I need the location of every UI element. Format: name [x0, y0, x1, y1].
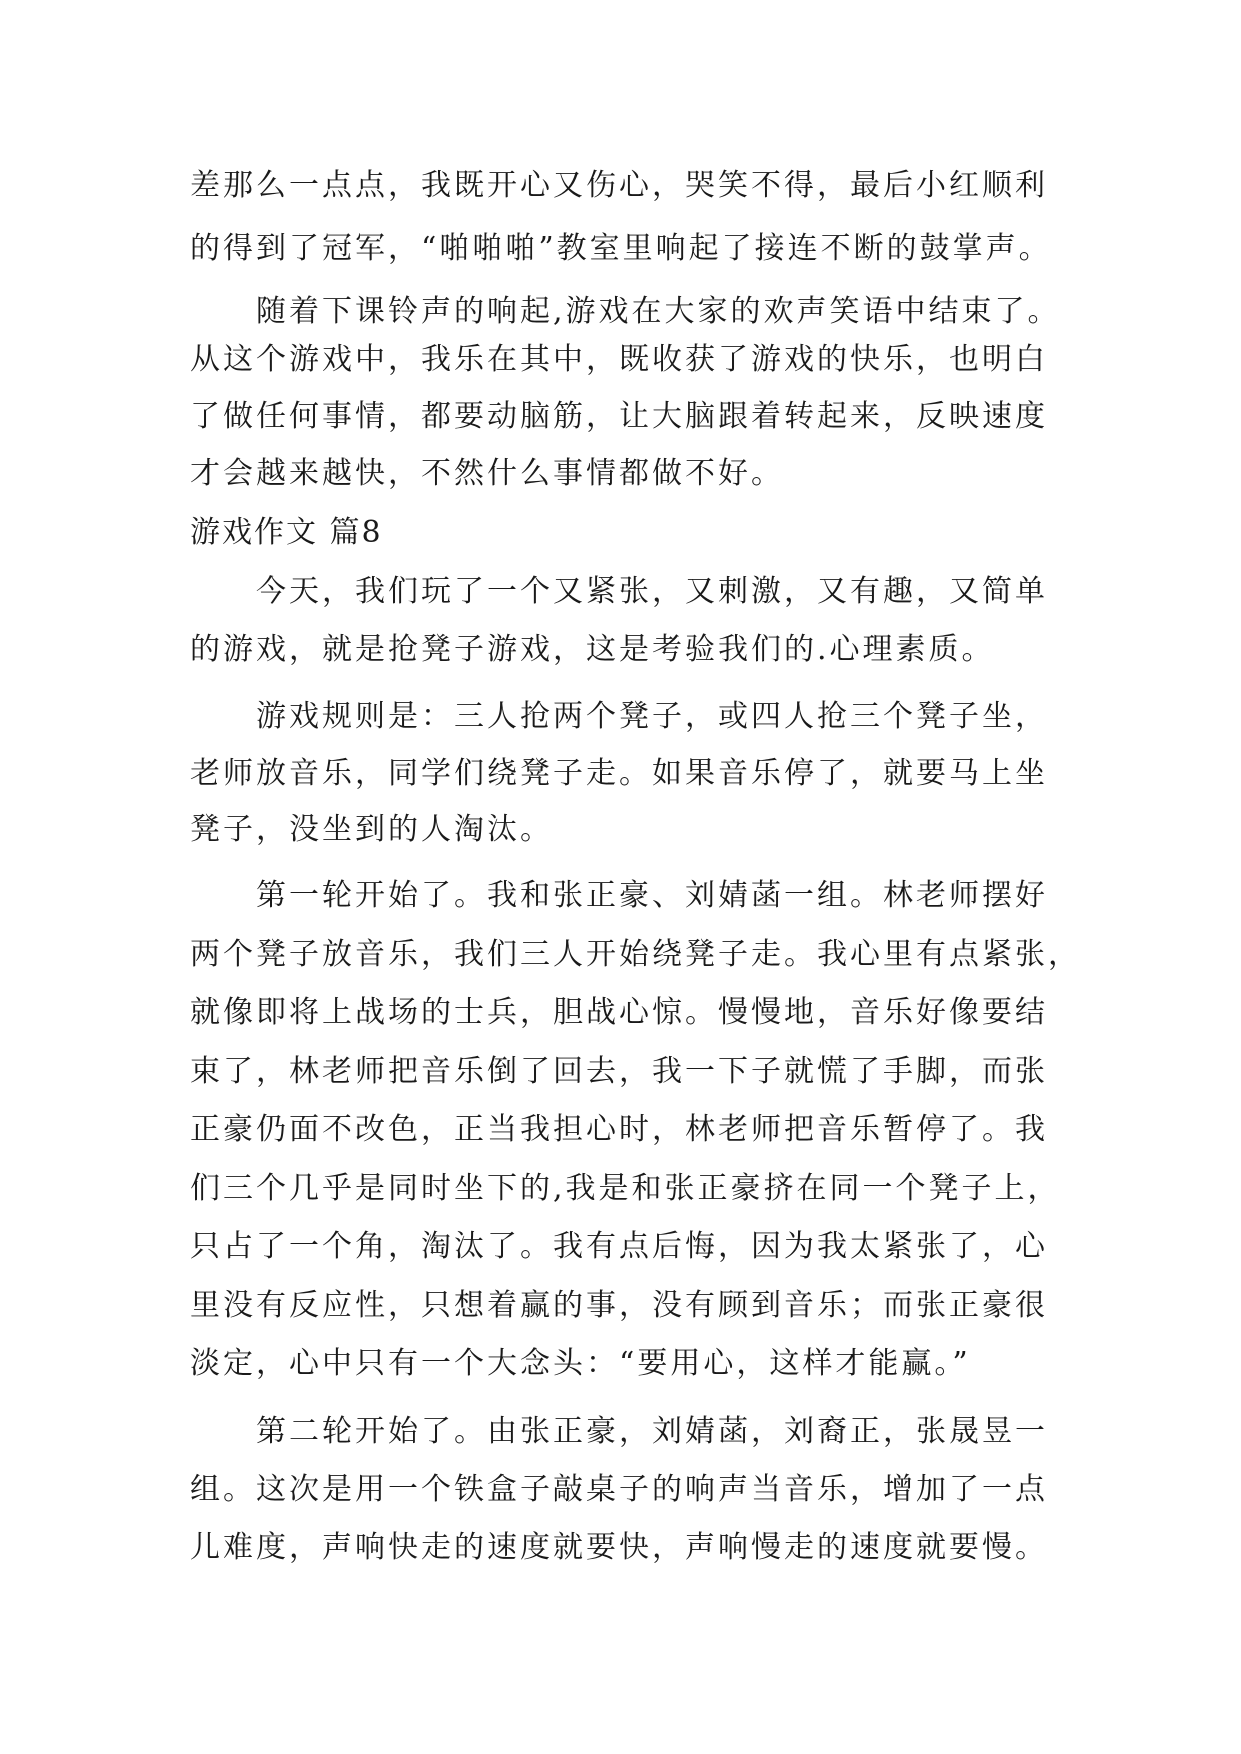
text-line: 正豪仍面不改色，正当我担心时，林老师把音乐暂停了。我: [190, 1112, 1048, 1147]
text-line: 老师放音乐，同学们绕凳子走。如果音乐停了，就要马上坐: [190, 756, 1048, 791]
text-line: 儿难度，声响快走的速度就要快，声响慢走的速度就要慢。: [190, 1530, 1048, 1565]
section-heading: 游戏作文 篇8: [190, 515, 383, 550]
paragraph-start-line: 第一轮开始了。我和张正豪、刘婧菡一组。林老师摆好: [256, 878, 1048, 913]
paragraph-start-line: 第二轮开始了。由张正豪，刘婧菡，刘裔正，张晟昱一: [256, 1414, 1048, 1449]
text-line: 的游戏，就是抢凳子游戏，这是考验我们的.心理素质。: [190, 632, 995, 667]
text-line: 里没有反应性，只想着赢的事，没有顾到音乐；而张正豪很: [190, 1288, 1048, 1323]
text-line: 只占了一个角，淘汰了。我有点后悔，因为我太紧张了，心: [190, 1229, 1048, 1264]
paragraph-start-line: 随着下课铃声的响起,游戏在大家的欢声笑语中结束了。: [256, 294, 1061, 329]
paragraph-start-line: 今天，我们玩了一个又紧张，又刺激，又有趣，又简单: [256, 574, 1048, 609]
text-line: 就像即将上战场的士兵，胆战心惊。慢慢地，音乐好像要结: [190, 995, 1048, 1030]
text-line: 的得到了冠军，“啪啪啪”教室里响起了接连不断的鼓掌声。: [190, 231, 1052, 266]
paragraph-start-line: 游戏规则是：三人抢两个凳子，或四人抢三个凳子坐，: [256, 699, 1048, 734]
text-line: 淡定，心中只有一个大念头：“要用心，这样才能赢。”: [190, 1346, 971, 1381]
text-line: 才会越来越快，不然什么事情都做不好。: [190, 456, 784, 491]
text-line: 凳子，没坐到的人淘汰。: [190, 812, 553, 847]
text-line: 两个凳子放音乐，我们三人开始绕凳子走。我心里有点紧张，: [190, 937, 1081, 972]
text-line: 从这个游戏中，我乐在其中，既收获了游戏的快乐，也明白: [190, 342, 1048, 377]
text-line: 组。这次是用一个铁盒子敲桌子的响声当音乐，增加了一点: [190, 1472, 1048, 1507]
text-line: 束了，林老师把音乐倒了回去，我一下子就慌了手脚，而张: [190, 1054, 1048, 1089]
text-line: 差那么一点点，我既开心又伤心，哭笑不得，最后小红顺利: [190, 168, 1048, 203]
text-line: 们三个几乎是同时坐下的,我是和张正豪挤在同一个凳子上，: [190, 1171, 1061, 1206]
text-line: 了做任何事情，都要动脑筋，让大脑跟着转起来，反映速度: [190, 399, 1048, 434]
